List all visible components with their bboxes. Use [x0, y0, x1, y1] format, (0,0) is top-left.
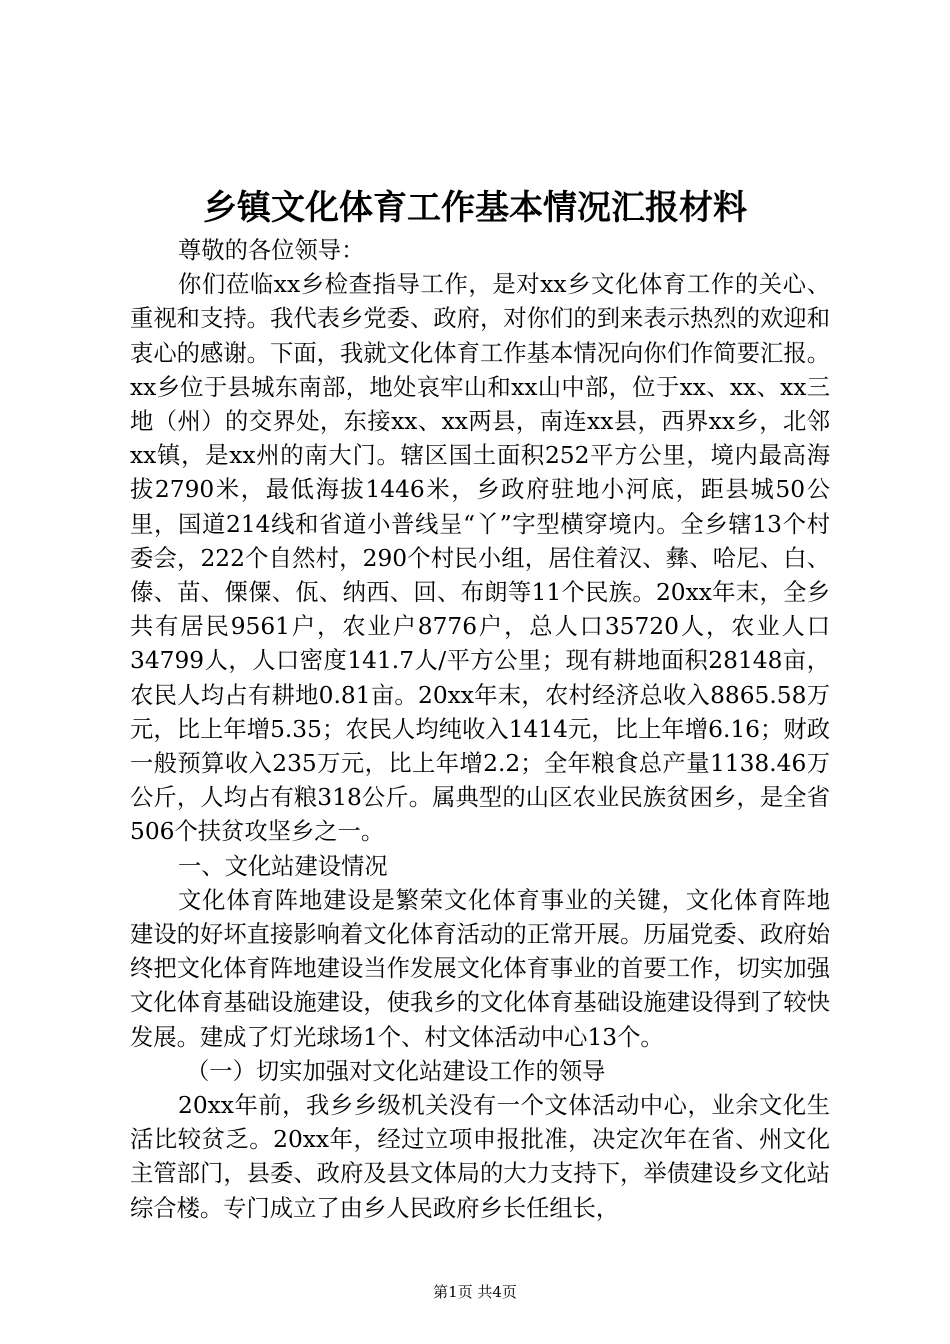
salutation: 尊敬的各位领导： [178, 237, 365, 264]
section-heading: 一、文化站建设情况 [178, 852, 388, 880]
subsection-heading: （一）切实加强对文化站建设工作的领导 [186, 1057, 606, 1085]
document-body [130, 234, 830, 1226]
document-title: 乡镇文化体育工作基本情况汇报材料 [203, 188, 747, 228]
page-footer: 第1页 共4页 [433, 1283, 517, 1301]
intro-paragraph: 你们莅临xx乡检查指导工作，是对xx乡文化体育工作的关心、重视和支持。我代表乡党委、政府，对你们的到来表示热烈的欢迎和衷心的感谢。下面，我就文化体育工作基本情况向你们作简要汇报。xx乡位于县城东南部，地处哀牢山和xx山中部，位于xx、xx、xx三地（州）的交界处，东接xx、xx两县，南连xx县，西界xx乡，北邻xx镇，是xx州的南大门。辖区国土面积252平方公里，境内最高海拔2790米，最低海拔1446米，乡政府驻地小河底，距县城50公里，国道214线和省道小普线呈“丫”字型横穿境内。全乡辖13个村委会，222个自然村，290个村民小组，居住着汉、彝、哈尼、白、傣、苗、傈僳、佤、纳西、回、布朗等11个民族。20xx年末，全乡共有居民9561户，农业户8776户，总人口35720人，农业人口34799人，人口密度141.7人/平方公里；现有耕地面积28148亩，农民人均占有耕地0.81亩。20xx年末，农村经济总收入8865.58万元，比上年增5.35；农民人均纯收入1414元，比上年增6.16；财政一般预算收入235万元，比上年增2.2；全年粮食总产量1138.46万公斤，人均占有粮318公斤。属典型的山区农业民族贫困乡，是全省506个扶贫攻坚乡之一。 [130, 271, 830, 846]
subsection-paragraph: 20xx年前，我乡乡级机关没有一个文体活动中心，业余文化生活比较贫乏。20xx年，经过立项申报批准，决定次年在省、州文化主管部门，县委、政府及县文体局的大力支持下，举债建设乡文化站综合楼。专门成立了由乡人民政府乡长任组长， [130, 1092, 830, 1222]
section-paragraph: 文化体育阵地建设是繁荣文化体育事业的关键，文化体育阵地建设的好坏直接影响着文化体育活动的正常开展。历届党委、政府始终把文化体育阵地建设当作发展文化体育事业的首要工作，切实加强文化体育基础设施建设，使我乡的文化体育基础设施建设得到了较快发展。建成了灯光球场1个、村文体活动中心13个。 [130, 886, 830, 1051]
